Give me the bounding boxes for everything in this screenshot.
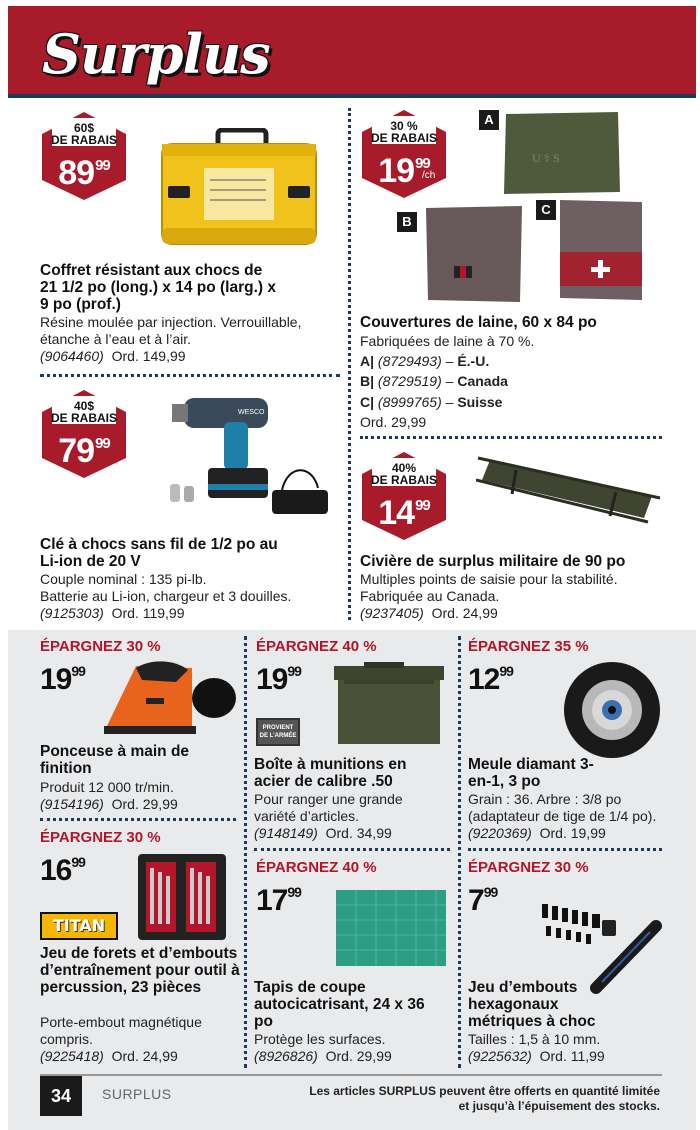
product-sku-case: (9064460) Ord. 149,99 <box>40 348 186 364</box>
deal-divider <box>254 848 450 851</box>
variant-row-a: A| (8729493) – É.-U. <box>360 353 490 369</box>
deal-desc: Tailles : 1,5 à 10 mm. <box>468 1031 601 1047</box>
deal-title: Boîte à munitions en acier de calibre .50 <box>254 756 407 790</box>
stretcher-image <box>476 446 662 532</box>
save-label: ÉPARGNEZ 30 % <box>40 829 161 846</box>
deal-desc: Pour ranger une grande variété d’articles. <box>254 791 403 824</box>
product-sku-stretcher: (9237405) Ord. 24,99 <box>360 605 498 621</box>
drill-bit-set-image <box>136 852 228 942</box>
product-desc-case: Résine moulée par injection. Verrouillable, étanche à l’eau et à l’air. <box>40 314 302 347</box>
ammo-box-image <box>334 662 444 748</box>
badge-amount: 40% <box>391 461 417 475</box>
save-label: ÉPARGNEZ 30 % <box>40 638 161 655</box>
variant-row-c: C| (8999765) – Suisse <box>360 394 503 410</box>
blanket-canada-image <box>424 204 524 304</box>
sale-price: $19^{99}$ <box>378 152 430 190</box>
footer-note-line-2: et jusqu’à l’épuisement des stocks. <box>458 1099 660 1113</box>
deal-desc: Porte-embout magnétique compris. <box>40 1014 202 1047</box>
per-unit-label: /ch <box>422 170 436 181</box>
section-name: SURPLUS <box>102 1086 172 1102</box>
save-label: ÉPARGNEZ 35 % <box>468 638 589 655</box>
footer-note-line-1: Les articles SURPLUS peuvent être offerts en quantité limitée <box>309 1084 660 1098</box>
badge-label: DE RABAIS <box>50 133 117 147</box>
product-title-wrench: Clé à chocs sans fil de 1/2 po au Li-ion de 20 V <box>40 536 278 570</box>
badge-label: DE RABAIS <box>50 411 117 425</box>
variant-label-b: B <box>397 212 417 232</box>
sander-image <box>96 658 240 740</box>
discount-badge-stretcher <box>358 450 450 542</box>
deal-desc: Protège les surfaces. <box>254 1031 386 1047</box>
deal-price: $12^{99}$ <box>468 663 513 696</box>
deal-title: Jeu de forets et d’embouts d’entraînement pour outil à percussion, 23 pièces <box>40 945 240 996</box>
army-badge: PROVIENT DE L’ARMÉE <box>256 718 300 746</box>
us-emblem-icon: U ⚕ S <box>532 151 560 165</box>
deal-price: $16^{99}$ <box>40 854 85 887</box>
product-title-blankets: Couvertures de laine, 60 x 84 po <box>360 314 597 331</box>
blanket-usa-image <box>502 110 622 196</box>
product-title-stretcher: Civière de surplus militaire de 90 po <box>360 553 626 570</box>
product-ord-blankets: Ord. 29,99 <box>360 414 427 430</box>
deal-title: Tapis de coupe autocicatrisant, 24 x 36 po <box>254 979 425 1030</box>
titan-brand-logo: TITAN <box>40 912 118 940</box>
product-desc-stretcher: Multiples points de saisie pour la stabilité. Fabriquée au Canada. <box>360 571 618 604</box>
blanket-swiss-image <box>558 198 644 302</box>
product-desc-wrench-1: Couple nominal : 135 pi-lb. <box>40 571 207 587</box>
deal-sku: (8926826) Ord. 29,99 <box>254 1048 392 1064</box>
badge-amount: 40$ <box>73 399 95 413</box>
deal-divider <box>40 818 236 821</box>
surplus-logo: Surplus <box>42 22 270 86</box>
deal-divider <box>468 848 662 851</box>
save-label: ÉPARGNEZ 30 % <box>468 859 589 876</box>
discount-badge-case <box>38 110 130 202</box>
badge-label: DE RABAIS <box>370 473 437 487</box>
deal-sku: (9220369) Ord. 19,99 <box>468 825 606 841</box>
deal-sku: (9225418) Ord. 24,99 <box>40 1048 178 1064</box>
variant-label-c: C <box>536 200 556 220</box>
header-underline <box>8 94 696 98</box>
deal-desc: Produit 12 000 tr/min. <box>40 779 174 795</box>
grinding-wheel-image <box>562 660 662 760</box>
row-divider <box>360 436 662 439</box>
footer-rule <box>40 1074 662 1076</box>
deal-sku: (9225632) Ord. 11,99 <box>468 1048 605 1064</box>
badge-amount: 30 % <box>390 119 418 133</box>
sale-price: $79^{99}$ <box>58 432 110 470</box>
badge-amount: 60$ <box>73 121 95 135</box>
save-label: ÉPARGNEZ 40 % <box>256 859 377 876</box>
product-desc-blankets: Fabriquées de laine à 70 %. <box>360 333 535 349</box>
product-title-case: Coffret résistant aux chocs de 21 1/2 po (long.) x 14 po (larg.) x 9 po (prof.) <box>40 262 276 313</box>
deal-price: $17^{99}$ <box>256 884 301 917</box>
page-number: 34 <box>40 1076 82 1116</box>
deal-sku: (9154196) Ord. 29,99 <box>40 796 178 812</box>
save-label: ÉPARGNEZ 40 % <box>256 638 377 655</box>
deal-price: $19^{99}$ <box>256 663 301 696</box>
deal-price: $19^{99}$ <box>40 663 85 696</box>
badge-label: DE RABAIS <box>370 131 437 145</box>
variant-label-a: A <box>479 110 499 130</box>
deal-title: Jeu d’embouts hexagonaux métriques à choc <box>468 979 596 1030</box>
discount-badge-wrench <box>38 388 130 480</box>
deal-title: Ponceuse à main de finition <box>40 743 190 777</box>
yellow-case-image <box>158 128 320 252</box>
column-divider <box>348 108 351 620</box>
deal-price: $7^{99}$ <box>468 884 498 917</box>
variant-row-b: B| (8729519) – Canada <box>360 373 508 389</box>
deal-desc: Grain : 36. Arbre : 3/8 po (adaptateur de tige de 1/4 po). <box>468 791 657 824</box>
impact-wrench-image <box>162 392 340 520</box>
deal-title: Meule diamant 3-en-1, 3 po <box>468 756 594 790</box>
deals-divider-1 <box>244 636 247 1068</box>
row-divider <box>40 374 340 377</box>
sale-price: $14^{99}$ <box>378 494 430 532</box>
sale-price: $89^{99}$ <box>58 154 110 192</box>
cutting-mat-image <box>336 890 446 966</box>
deal-sku: (9148149) Ord. 34,99 <box>254 825 392 841</box>
deals-divider-2 <box>458 636 461 1068</box>
brand-text: WESCO <box>238 409 265 416</box>
product-sku-wrench: (9125303) Ord. 119,99 <box>40 605 185 621</box>
footer-note <box>309 1084 660 1114</box>
product-desc-wrench-2: Batterie au Li-ion, chargeur et 3 douilles. <box>40 588 292 604</box>
discount-badge-blankets <box>358 108 450 200</box>
